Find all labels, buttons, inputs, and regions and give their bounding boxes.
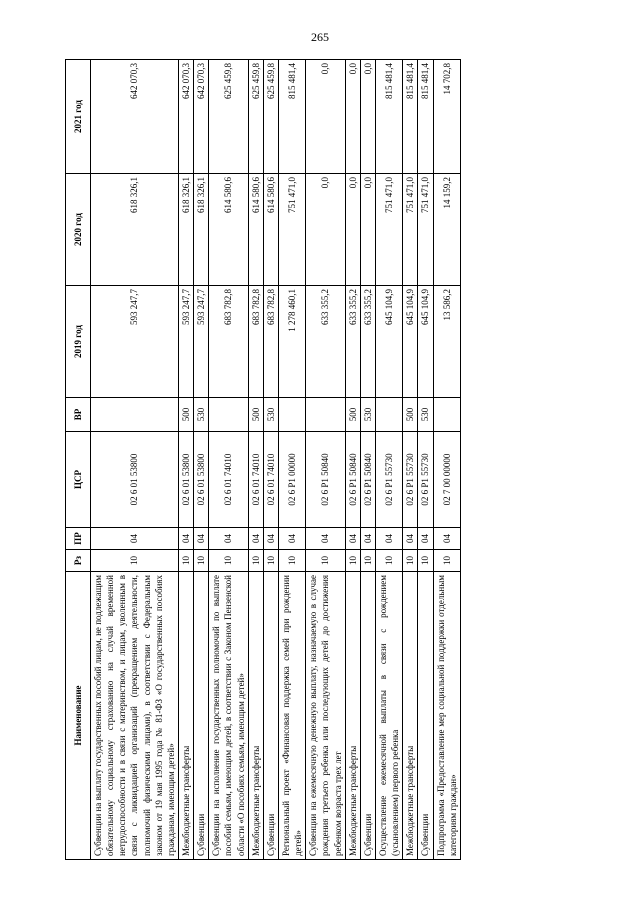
cell-pr: 04 [248, 528, 263, 550]
cell-2019: 633 355,2 [306, 286, 345, 398]
cell-vr [278, 398, 305, 432]
cell-pr: 04 [91, 528, 179, 550]
cell-2020: 751 471,0 [403, 174, 418, 286]
cell-name: Межбюджетные трансферты [248, 572, 263, 860]
cell-2021: 0,0 [345, 60, 360, 174]
cell-csr: 02 7 00 00000 [433, 432, 460, 528]
cell-vr: 500 [345, 398, 360, 432]
cell-2020: 618 326,1 [91, 174, 179, 286]
cell-2019: 645 104,9 [375, 286, 402, 398]
cell-rz: 10 [345, 550, 360, 572]
cell-name: Субвенции на ежемесячную денежную выплату, назначаемую в случае рождения третьего ребенка или последующих детей до достижения ребенком возраста трех лет [306, 572, 345, 860]
cell-2021: 642 070,3 [178, 60, 193, 174]
cell-vr: 530 [418, 398, 433, 432]
cell-rz: 10 [248, 550, 263, 572]
cell-2020: 0,0 [360, 174, 375, 286]
cell-name: Подпрограмма «Предоставление мер социальной поддержки отдельным категориям граждан» [433, 572, 460, 860]
cell-vr: 500 [403, 398, 418, 432]
cell-name: Субвенции на исполнение государственных полномочий по выплате пособий семьям, имеющим детей, в соответствии с Законом Пензенской области «О пособиях семьям, имеющим детей» [209, 572, 248, 860]
cell-pr: 04 [360, 528, 375, 550]
table-row [278, 60, 305, 860]
cell-2020: 751 471,0 [418, 174, 433, 286]
cell-2019: 633 355,2 [360, 286, 375, 398]
col-header-2020: 2020 год [66, 174, 91, 286]
cell-2021: 0,0 [306, 60, 345, 174]
cell-name: Межбюджетные трансферты [178, 572, 193, 860]
cell-2019: 683 782,8 [248, 286, 263, 398]
cell-rz: 10 [209, 550, 248, 572]
table-row [433, 60, 460, 860]
cell-name: Межбюджетные трансферты [345, 572, 360, 860]
rotated-table-wrapper [65, 60, 535, 860]
cell-vr [375, 398, 402, 432]
cell-vr: 530 [194, 398, 209, 432]
cell-vr: 500 [178, 398, 193, 432]
cell-2019: 1 278 460,1 [278, 286, 305, 398]
col-header-vr: ВР [66, 398, 91, 432]
cell-pr: 04 [178, 528, 193, 550]
cell-name: Межбюджетные трансферты [403, 572, 418, 860]
cell-2020: 614 580,6 [248, 174, 263, 286]
col-header-2021: 2021 год [66, 60, 91, 174]
cell-pr: 04 [345, 528, 360, 550]
cell-2019: 633 355,2 [345, 286, 360, 398]
cell-rz: 10 [194, 550, 209, 572]
cell-2020: 751 471,0 [375, 174, 402, 286]
cell-2019: 593 247,7 [194, 286, 209, 398]
cell-2019: 645 104,9 [403, 286, 418, 398]
cell-rz: 10 [306, 550, 345, 572]
cell-pr: 04 [418, 528, 433, 550]
cell-pr: 04 [194, 528, 209, 550]
cell-vr: 530 [360, 398, 375, 432]
cell-name: Региональный проект «Финансовая поддержка семей при рождении детей» [278, 572, 305, 860]
table-row [375, 60, 402, 860]
cell-2020: 618 326,1 [194, 174, 209, 286]
col-header-rz: Рз [66, 550, 91, 572]
cell-2020: 0,0 [345, 174, 360, 286]
cell-2019: 13 586,2 [433, 286, 460, 398]
col-header-2019: 2019 год [66, 286, 91, 398]
cell-2020: 618 326,1 [178, 174, 193, 286]
table-header-row [66, 60, 91, 860]
cell-2021: 815 481,4 [375, 60, 402, 174]
cell-rz: 10 [375, 550, 402, 572]
cell-2021: 815 481,4 [278, 60, 305, 174]
table-row [418, 60, 433, 860]
cell-pr: 04 [278, 528, 305, 550]
cell-rz: 10 [360, 550, 375, 572]
cell-2021: 642 070,3 [194, 60, 209, 174]
cell-2021: 0,0 [360, 60, 375, 174]
cell-name: Субвенции [360, 572, 375, 860]
cell-vr [209, 398, 248, 432]
cell-csr: 02 6 P1 50840 [345, 432, 360, 528]
cell-csr: 02 6 P1 50840 [306, 432, 345, 528]
page-number: 265 [311, 30, 329, 44]
cell-name: Субвенции на выплату государственных пособий лицам, не подлежащим обязательному социальному страхованию на случай временной нетрудоспособности и в связи с материнством, и лицам, уволенным в связи с ликвидацией организаций (прекращением деятельности, полномочий физическими лицами), в соответствии с Федеральным законом от 19 мая 1995 года № 81-ФЗ «О государственных пособиях гражданам, имеющим детей» [91, 572, 179, 860]
cell-2021: 625 459,8 [263, 60, 278, 174]
col-header-name: Наименование [66, 572, 91, 860]
table-row [306, 60, 345, 860]
cell-csr: 02 6 01 74010 [209, 432, 248, 528]
cell-2019: 645 104,9 [418, 286, 433, 398]
table-row [194, 60, 209, 860]
cell-2020: 614 580,6 [209, 174, 248, 286]
cell-csr: 02 6 P1 50840 [360, 432, 375, 528]
table-row [263, 60, 278, 860]
cell-csr: 02 6 01 53800 [194, 432, 209, 528]
cell-csr: 02 6 P1 00000 [278, 432, 305, 528]
cell-rz: 10 [403, 550, 418, 572]
cell-vr [306, 398, 345, 432]
cell-2021: 625 459,8 [209, 60, 248, 174]
cell-rz: 10 [278, 550, 305, 572]
cell-csr: 02 6 01 74010 [248, 432, 263, 528]
table-row [91, 60, 179, 860]
cell-rz: 10 [263, 550, 278, 572]
cell-2020: 614 580,6 [263, 174, 278, 286]
cell-rz: 10 [433, 550, 460, 572]
cell-2020: 14 159,2 [433, 174, 460, 286]
cell-vr [91, 398, 179, 432]
col-header-pr: ПР [66, 528, 91, 550]
cell-csr: 02 6 01 53800 [178, 432, 193, 528]
cell-name: Осуществление ежемесячной выплаты в связи с рождением (усыновлением) первого ребенка [375, 572, 402, 860]
table-row [403, 60, 418, 860]
budget-table [65, 59, 461, 860]
cell-vr [433, 398, 460, 432]
cell-csr: 02 6 01 53800 [91, 432, 179, 528]
cell-2021: 815 481,4 [403, 60, 418, 174]
cell-rz: 10 [91, 550, 179, 572]
cell-vr: 500 [248, 398, 263, 432]
cell-pr: 04 [263, 528, 278, 550]
cell-csr: 02 6 P1 55730 [418, 432, 433, 528]
cell-csr: 02 6 P1 55730 [375, 432, 402, 528]
cell-pr: 04 [375, 528, 402, 550]
table-body [91, 60, 461, 860]
cell-2020: 0,0 [306, 174, 345, 286]
cell-name: Субвенции [263, 572, 278, 860]
cell-2021: 14 702,8 [433, 60, 460, 174]
table-row [178, 60, 193, 860]
cell-rz: 10 [178, 550, 193, 572]
table-row [360, 60, 375, 860]
cell-2020: 751 471,0 [278, 174, 305, 286]
cell-2019: 593 247,7 [91, 286, 179, 398]
table-row [209, 60, 248, 860]
cell-pr: 04 [433, 528, 460, 550]
cell-name: Субвенции [194, 572, 209, 860]
cell-csr: 02 6 01 74010 [263, 432, 278, 528]
cell-2021: 815 481,4 [418, 60, 433, 174]
cell-pr: 04 [306, 528, 345, 550]
table-row [248, 60, 263, 860]
cell-2021: 642 070,3 [91, 60, 179, 174]
cell-name: Субвенции [418, 572, 433, 860]
cell-vr: 530 [263, 398, 278, 432]
table-row [345, 60, 360, 860]
col-header-csr: ЦСР [66, 432, 91, 528]
cell-2019: 683 782,8 [209, 286, 248, 398]
cell-rz: 10 [418, 550, 433, 572]
cell-csr: 02 6 P1 55730 [403, 432, 418, 528]
cell-2019: 683 782,8 [263, 286, 278, 398]
cell-pr: 04 [209, 528, 248, 550]
cell-2019: 593 247,7 [178, 286, 193, 398]
cell-pr: 04 [403, 528, 418, 550]
cell-2021: 625 459,8 [248, 60, 263, 174]
